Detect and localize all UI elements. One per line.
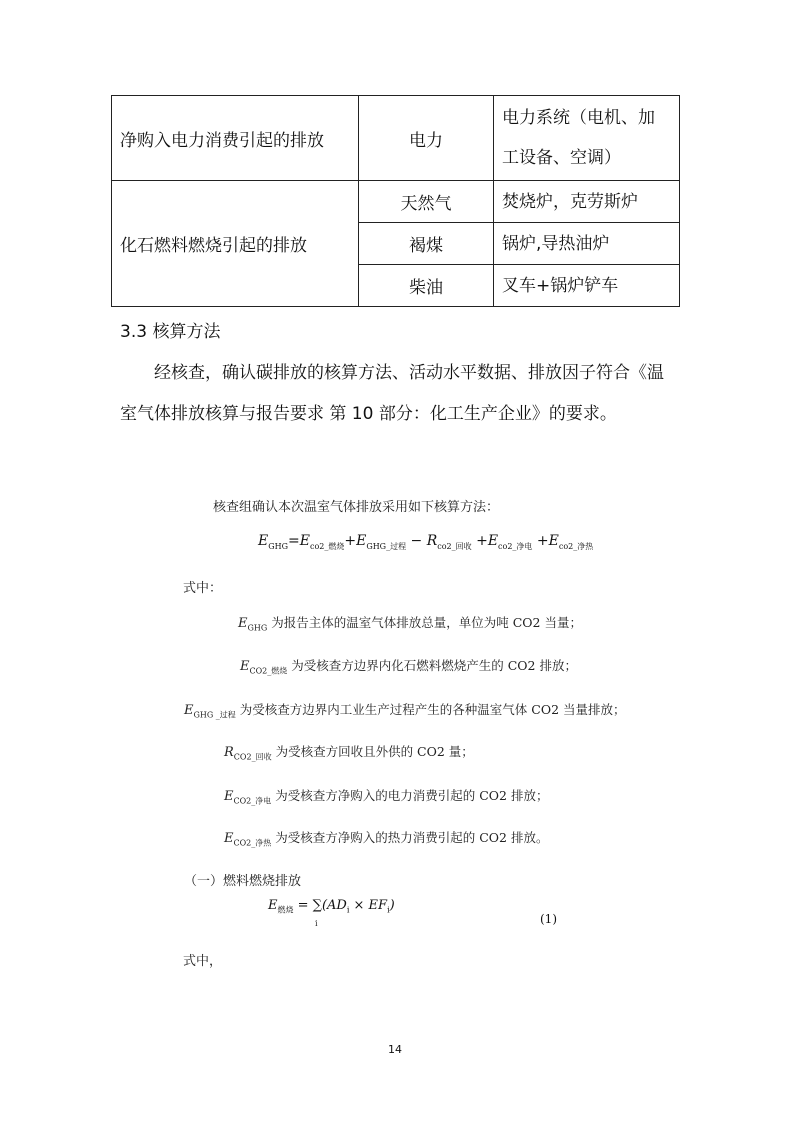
formula-term: E [258, 533, 269, 549]
formula-subscript: co2_净电 [498, 541, 533, 551]
formula-subscript: co2_回收 [437, 541, 472, 551]
formula-term: E [268, 898, 278, 913]
formula-term: +E [471, 533, 499, 549]
source-cell: 柴油 [359, 265, 494, 307]
formula-term: +E [532, 533, 559, 549]
definition-text: 为受核查方边界内化石燃料燃烧产生的 CO2 排放； [291, 658, 577, 673]
emission-source-table [111, 95, 680, 307]
fuel-combustion-subheading: （一）燃料燃烧排放 [184, 874, 302, 889]
formula-term: E [299, 533, 310, 549]
where-label: 式中： [183, 581, 223, 596]
table-row [112, 96, 680, 181]
page-number: 14 [388, 1043, 402, 1056]
definition-subscript: CO2_回收 [233, 752, 272, 762]
formula-term: − R [406, 533, 438, 549]
formula-subscript: i [346, 905, 350, 915]
formula-subscript: GHG [268, 541, 288, 551]
equation-number: (1) [540, 912, 557, 926]
paragraph-text: 经核查，确认碳排放的核算方法、活动水平数据、排放因子符合《温室气体排放核算与报告要求 第 10 部分：化工生产企业》的要求。 [120, 363, 664, 424]
definition-line [224, 828, 548, 849]
equipment-cell: 电力系统（电机、加工设备、空调） [494, 96, 680, 181]
definition-line [238, 613, 582, 633]
definition-subscript: CO2_净热 [233, 838, 272, 848]
definition-subscript: GHG [247, 623, 268, 633]
definition-symbol: E [238, 616, 248, 631]
formula-term: × EF [349, 898, 388, 913]
definition-symbol: R [224, 745, 234, 760]
definition-subscript: CO2_燃烧 [249, 666, 288, 676]
formula-subscript: co2_燃烧 [309, 541, 345, 551]
definition-text: 为受核查方回收且外供的 CO2 量； [275, 744, 474, 759]
definition-line [224, 786, 548, 807]
definition-line [224, 742, 474, 763]
source-cell: 褐煤 [359, 223, 494, 265]
section-heading: 3.3 核算方法 [120, 322, 221, 342]
formula-subscript: i [387, 905, 390, 915]
definition-line [184, 700, 626, 721]
category-cell: 化石燃料燃烧引起的排放 [112, 181, 359, 307]
where-label: 式中， [183, 954, 223, 969]
definition-subscript: GHG _过程 [193, 710, 236, 720]
table-row [112, 181, 680, 223]
definition-subscript: CO2_净电 [233, 796, 272, 806]
equipment-cell: 焚烧炉，克劳斯炉 [494, 181, 680, 223]
fuel-combustion-equation [268, 898, 395, 916]
definition-symbol: E [184, 703, 194, 718]
formula-term: = [288, 533, 300, 549]
definition-text: 为受核查方净购入的热力消费引起的 CO2 排放。 [275, 830, 549, 845]
definition-line [240, 656, 577, 677]
definition-symbol: E [224, 789, 234, 804]
definition-text: 为受核查方净购入的电力消费引起的 CO2 排放； [275, 788, 549, 803]
equipment-cell: 叉车+锅炉铲车 [494, 265, 680, 307]
category-cell: 净购入电力消费引起的排放 [112, 96, 359, 181]
total-emission-formula [258, 533, 593, 552]
formula-subscript: co2_净热 [558, 541, 594, 551]
definition-text: 为受核查方边界内工业生产过程产生的各种温室气体 CO2 当量排放； [239, 702, 626, 717]
definition-text: 为报告主体的温室气体排放总量，单位为吨 CO2 当量； [271, 615, 582, 630]
sum-index: i [315, 919, 318, 928]
definition-symbol: E [224, 831, 234, 846]
formula-term: ) [389, 898, 395, 913]
source-cell: 电力 [359, 96, 494, 181]
formula-term: +E [344, 533, 367, 549]
formula-term: = ∑(AD [293, 898, 347, 913]
formula-subscript: 燃烧 [277, 905, 294, 915]
section-paragraph [120, 353, 680, 435]
definition-symbol: E [240, 659, 250, 674]
source-cell: 天然气 [359, 181, 494, 223]
formula-subscript: GHG_过程 [366, 541, 407, 551]
equipment-cell: 锅炉,导热油炉 [494, 223, 680, 265]
scan-intro: 核查组确认本次温室气体排放采用如下核算方法： [213, 500, 500, 515]
